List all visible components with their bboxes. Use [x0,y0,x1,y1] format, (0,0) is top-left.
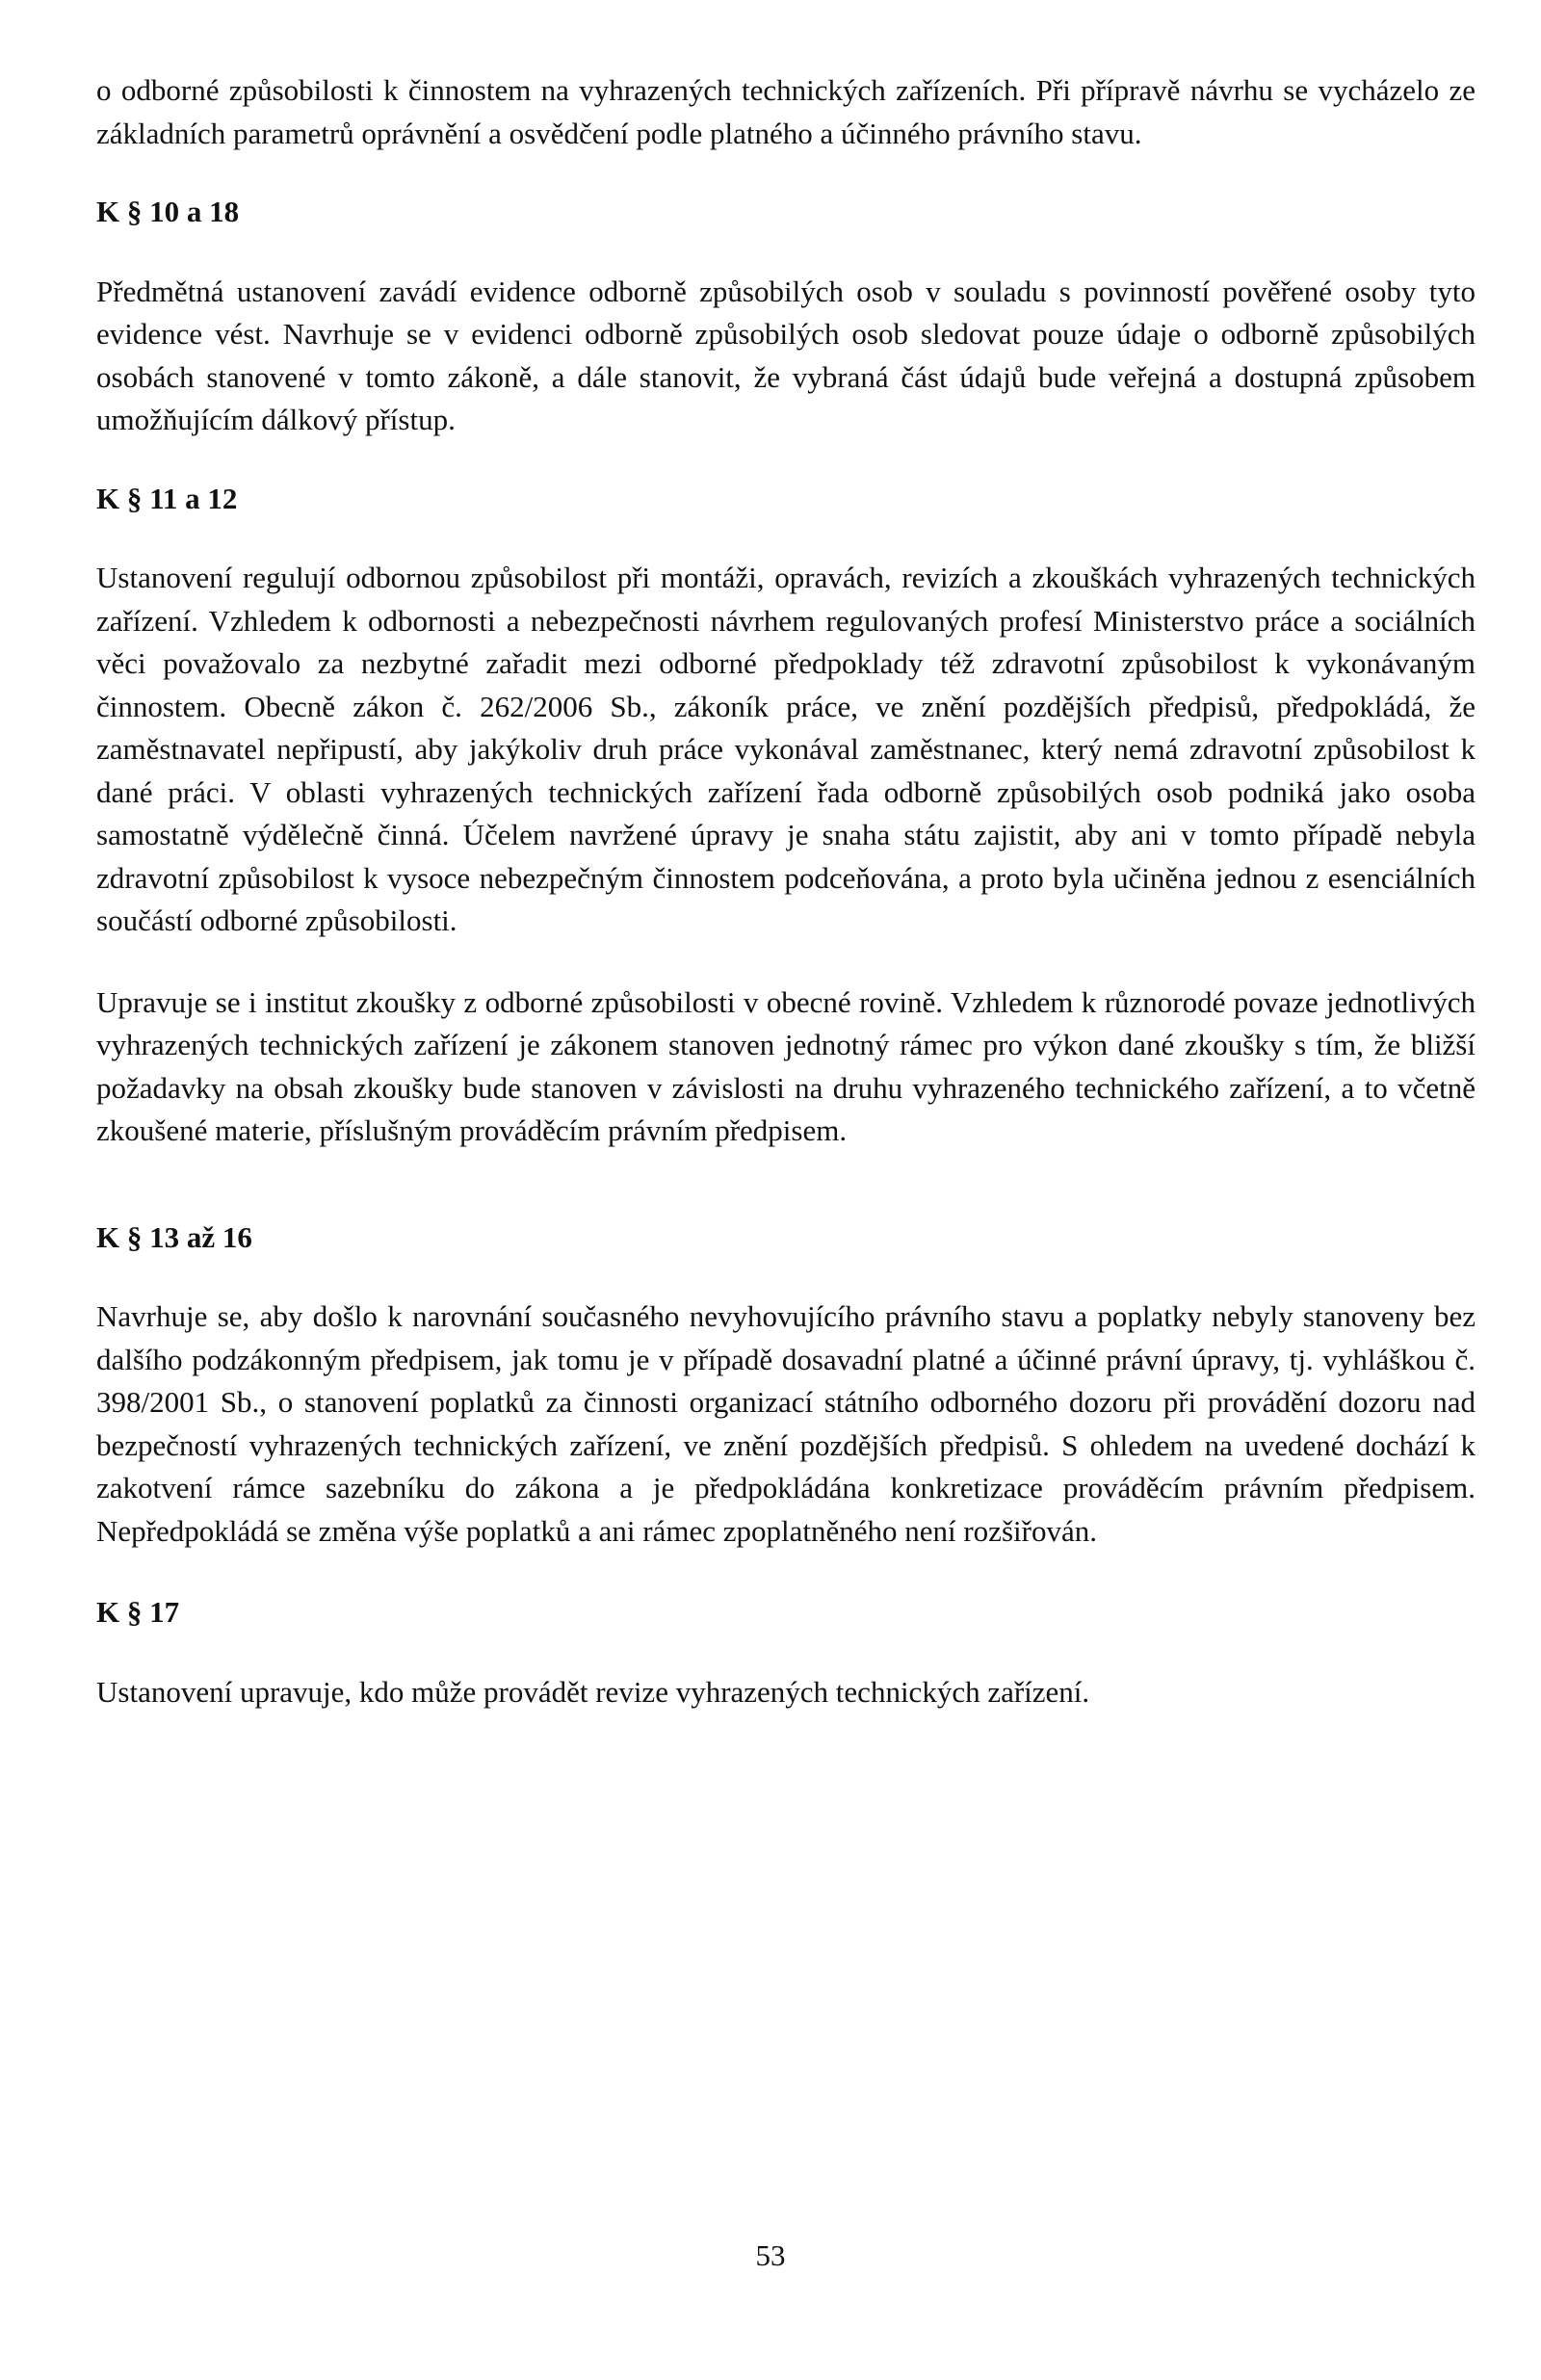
section-10-18-paragraph-1: Předmětná ustanovení zavádí evidence odborně způsobilých osob v souladu s povinností pověřené osoby tyto evidence vést. Navrhuje se v evidenci odborně způsobilých osob sledovat pouze údaje o odborně způsobilých osobách stanovené v tomto zákoně, a dále stanovit, že vybraná část údajů bude veřejná a dostupná způsobem umožňujícím dálkový přístup. [96,274,1476,436]
section-17-paragraph-1: Ustanovení upravuje, kdo může provádět revize vyhrazených technických zařízení. [96,1674,1090,1709]
intro-paragraph: o odborné způsobilosti k činnostem na vyhrazených technických zařízeních. Při přípravě návrhu se vycházelo ze základních parametrů oprávnění a osvědčení podle platného a účinného právního stavu. [96,73,1476,150]
section-heading-13-16: K § 13 až 16 [96,1219,252,1254]
document-page [96,69,1476,1713]
section-heading-17: K § 17 [96,1595,180,1629]
page-number: 53 [755,2238,786,2272]
section-heading-11-12: K § 11 a 12 [96,481,238,515]
section-11-12-paragraph-1: Ustanovení regulují odbornou způsobilost při montáži, opravách, revizích a zkouškách vyhrazených technických zařízení. Vzhledem k odbornosti a nebezpečnosti návrhem regulovaných profesí Ministerstvo práce a sociálních věci považovalo za nezbytné zařadit mezi odborné předpoklady též zdravotní způsobilost k vykonávaným činnostem. Obecně zákon č. 262/2006 Sb., zákoník práce, ve znění pozdějších předpisů, předpokládá, že zaměstnavatel nepřipustí, aby jakýkoliv druh práce vykonával zaměstnanec, který nemá zdravotní způsobilost k dané práci. V oblasti vyhrazených technických zařízení řada odborně způsobilých osob podniká jako osoba samostatně výdělečně činná. Účelem navržené úpravy je snaha státu zajistit, aby ani v tomto případě nebyla zdravotní způsobilost k vysoce nebezpečným činnostem podceňována, a proto byla učiněna jednou z esenciálních součástí odborné způsobilosti. [96,561,1476,937]
section-11-12-paragraph-2: Upravuje se i institut zkoušky z odborné způsobilosti v obecné rovině. Vzhledem k různorodé povaze jednotlivých vyhrazených technických zařízení je zákonem stanoven jednotný rámec pro výkon dané zkoušky s tím, že bližší požadavky na obsah zkoušky bude stanoven v závislosti na druhu vyhrazeného technického zařízení, a to včetně zkoušené materie, příslušným prováděcím právním předpisem. [96,984,1476,1147]
section-13-16-paragraph-1: Navrhuje se, aby došlo k narovnání současného nevyhovujícího právního stavu a poplatky nebyly stanoveny bez dalšího podzákonným předpisem, jak tomu je v případě dosavadní platné a účinné právní úpravy, tj. vyhláškou č. 398/2001 Sb., o stanovení poplatků za činnosti organizací státního odborného dozoru při provádění dozoru nad bezpečností vyhrazených technických zařízení, ve znění pozdějších předpisů. S ohledem na uvedené dochází k zakotvení rámce sazebníku do zákona a je předpokládána konkretizace prováděcím právním předpisem. Nepředpokládá se změna výše poplatků a ani rámec zpoplatněného není rozšiřován. [96,1299,1476,1548]
section-heading-10-18: K § 10 a 18 [96,195,240,228]
